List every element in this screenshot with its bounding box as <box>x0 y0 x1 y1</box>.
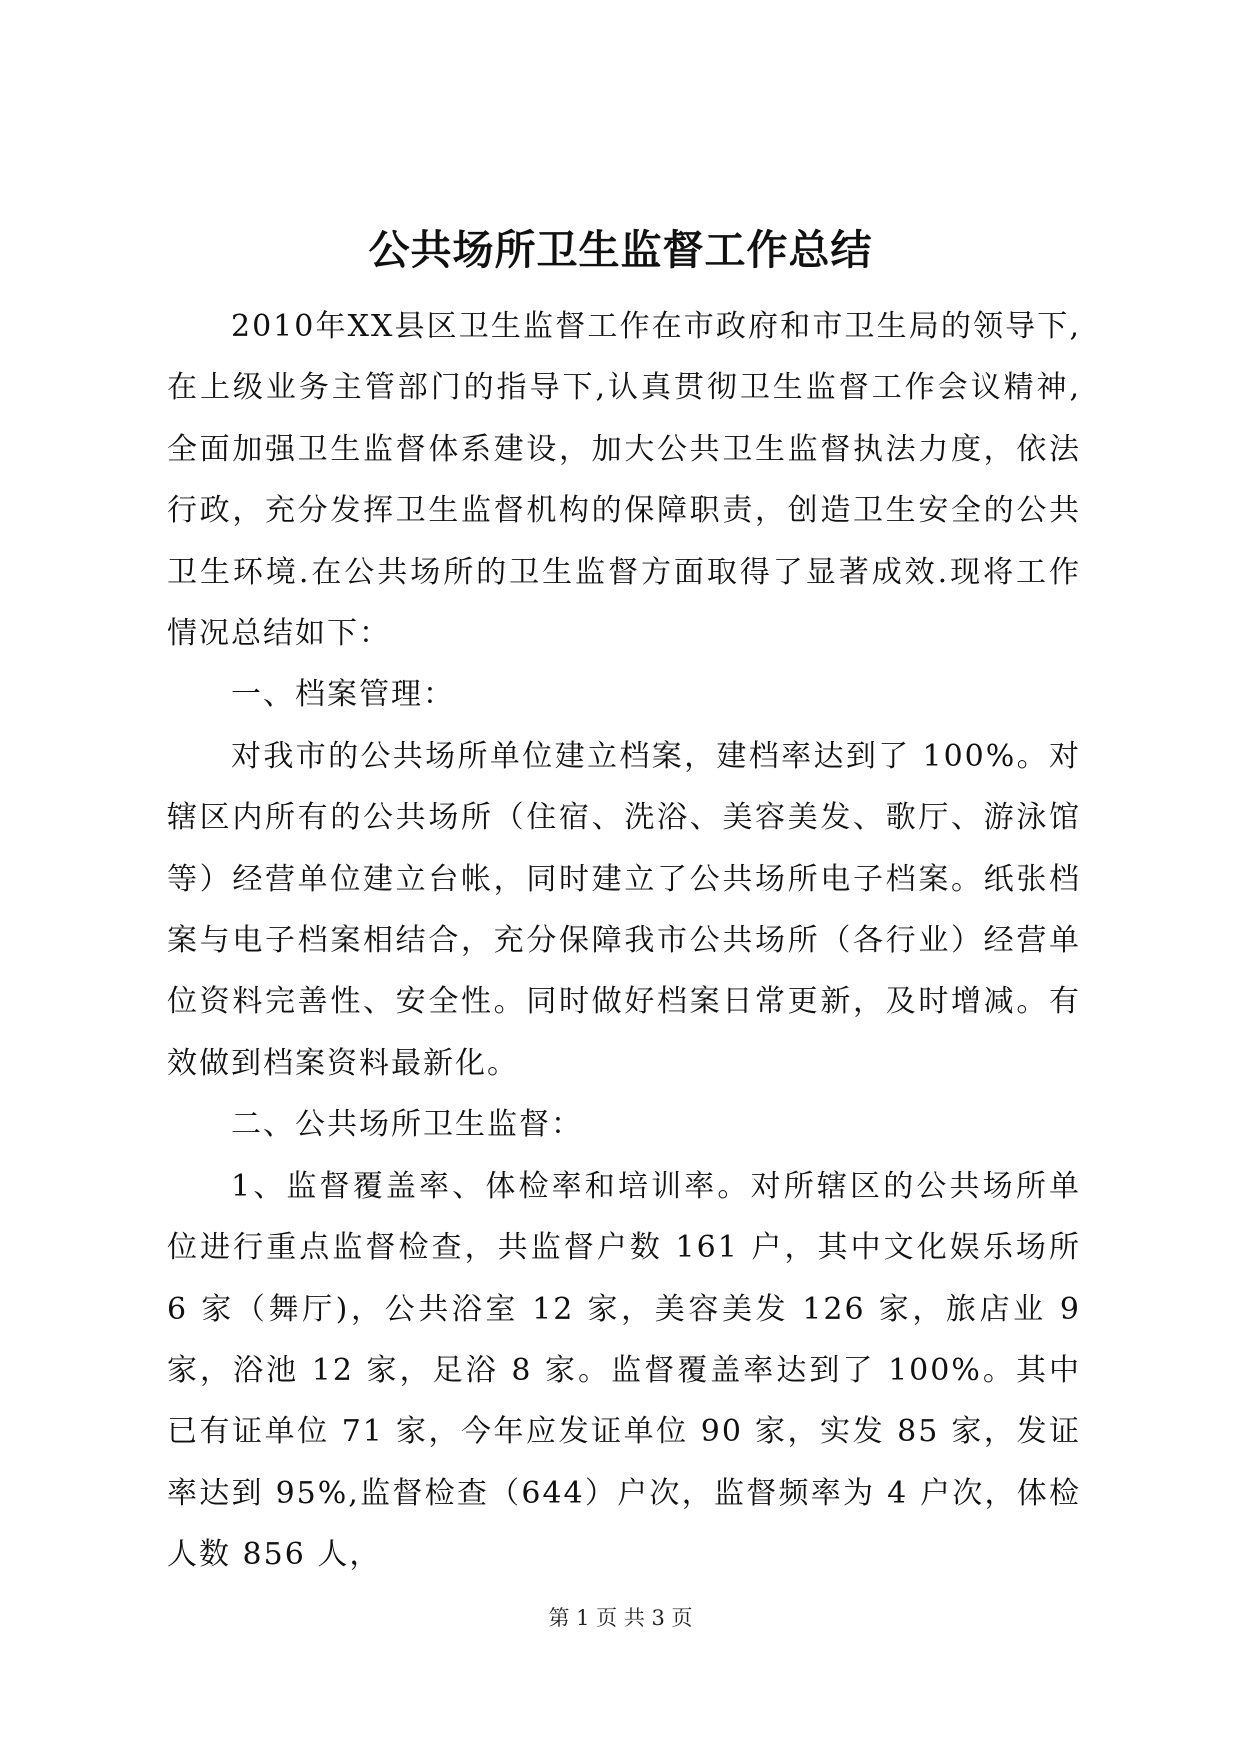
section-heading-supervision: 二、公共场所卫生监督： <box>231 1107 583 1143</box>
page-number-footer: 第 1 页 共 3 页 <box>548 1606 693 1630</box>
document-title: 公共场所卫生监督工作总结 <box>368 226 873 274</box>
document-body <box>167 296 1081 1586</box>
intro-paragraph: 2010年XX县区卫生监督工作在市政府和市卫生局的领导下,在上级业务主管部门的指导下,认真贯彻卫生监督工作会议精神,全面加强卫生监督体系建设，加大公共卫生监督执法力度，依法行政，充分发挥卫生监督机构的保障职责，创造卫生安全的公共卫生环境.在公共场所的卫生监督方面取得了显著成效.现将工作情况总结如下： <box>167 309 1081 652</box>
supervision-paragraph: 1、监督覆盖率、体检率和培训率。对所辖区的公共场所单位进行重点监督检查，共监督户数 161 户，其中文化娱乐场所 6 家（舞厅)，公共浴室 12 家，美容美发 126 家，旅店业 9 家，浴池 12 家，足浴 8 家。监督覆盖率达到了 100%。其中已有证单位 71 家，今年应发证单位 90 家，实发 85 家，发证率达到 95%,监督检查（644）户次，监督频率为 4 户次，体检人数 856 人， <box>167 1168 1081 1573</box>
archive-paragraph: 对我市的公共场所单位建立档案，建档率达到了 100%。对辖区内所有的公共场所（住宿、洗浴、美容美发、歌厅、游泳馆等）经营单位建立台帐，同时建立了公共场所电子档案。纸张档案与电子档案相结合，充分保障我市公共场所（各行业）经营单位资料完善性、安全性。同时做好档案日常更新，及时增减。有效做到档案资料最新化。 <box>167 738 1081 1081</box>
section-heading-archive: 一、档案管理： <box>231 677 455 713</box>
